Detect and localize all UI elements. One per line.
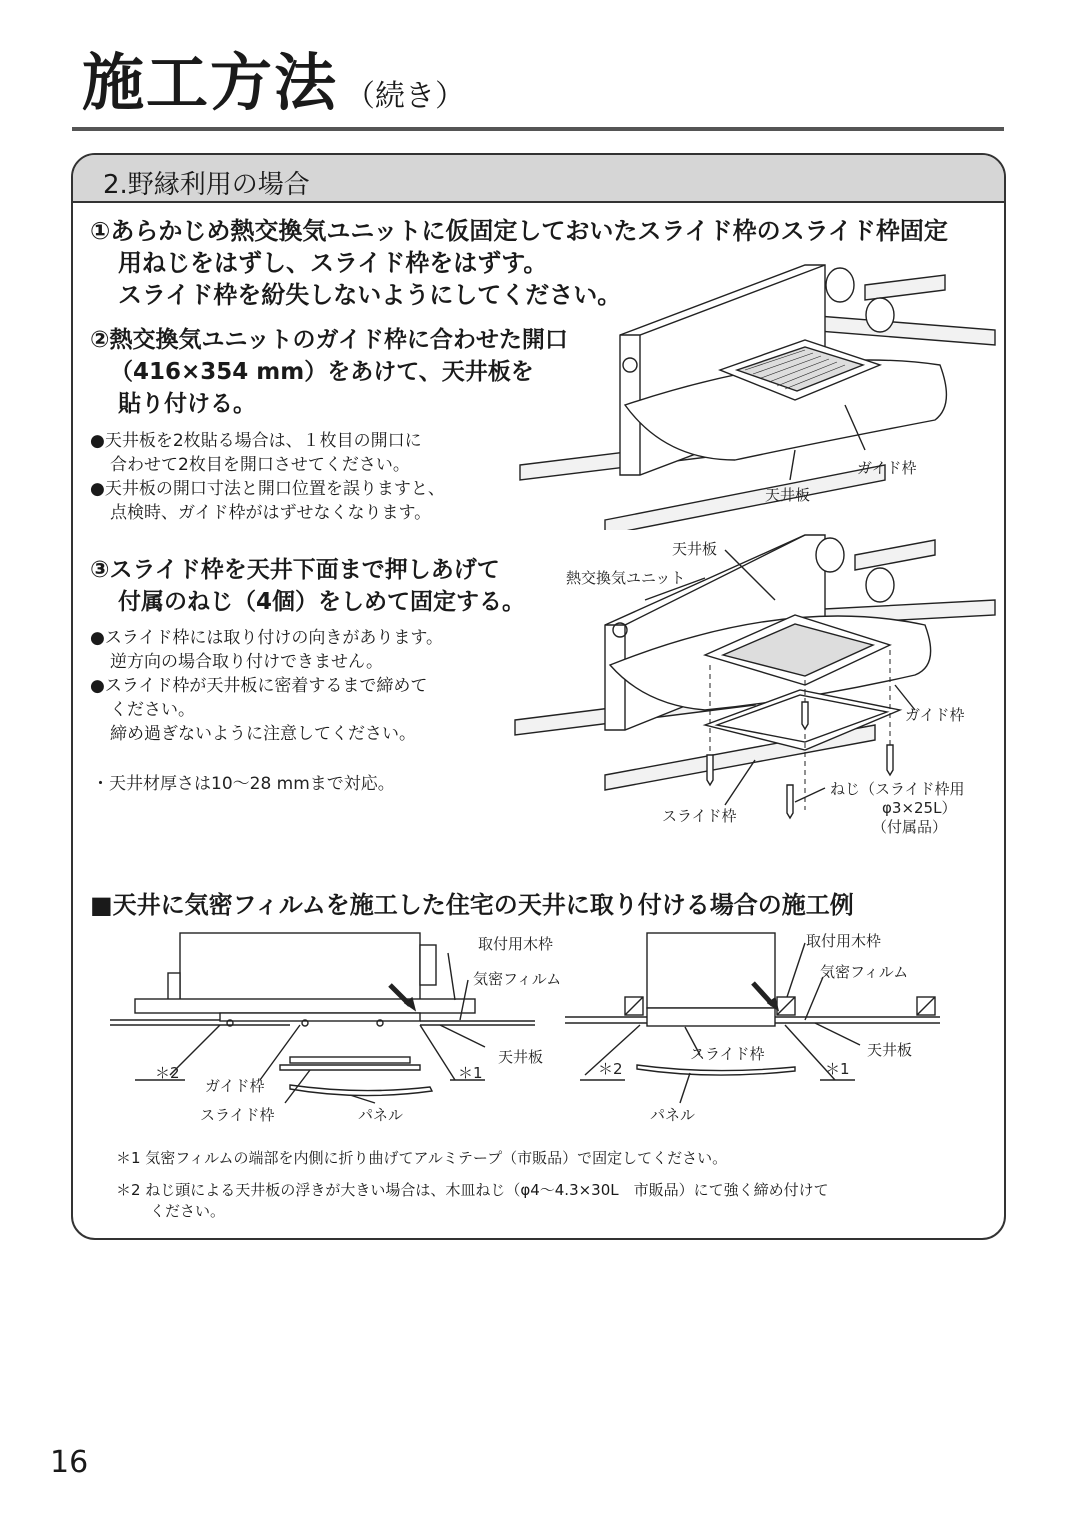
step-3-note-1a: ●スライド枠には取り付けの向きがあります。 bbox=[90, 628, 443, 648]
fig2-screw-line-3: （付属品） bbox=[872, 818, 948, 836]
footnote-2-line-1: ＊2 ねじ頭による天井板の浮きが大きい場合は、木皿ねじ（φ4～4.3×30L 市販品）にて強く締め付けて bbox=[116, 1181, 829, 1199]
fig2-guide-label: ガイド枠 bbox=[905, 706, 965, 724]
step-3-note-2a: ●スライド枠が天井板に密着するまで締めて bbox=[90, 676, 428, 696]
step-3-line-1: ③スライド枠を天井下面まで押しあげて bbox=[90, 557, 500, 583]
footnote-2 bbox=[116, 1180, 829, 1222]
footnote-1: ＊1 気密フィルムの端部を内側に折り曲げてアルミテープ（市販品）で固定してください。 bbox=[116, 1149, 728, 1167]
left-star1-label: ＊1 bbox=[458, 1064, 483, 1082]
section-heading: 2.野縁利用の場合 bbox=[103, 170, 310, 200]
step-1-line-2: 用ねじをはずし、スライド枠をはずす。 bbox=[118, 249, 548, 277]
right-film-label: 気密フィルム bbox=[820, 963, 909, 981]
fig1-guide-label: ガイド枠 bbox=[857, 459, 917, 477]
airtight-section-title: ■天井に気密フィルムを施工した住宅の天井に取り付ける場合の施工例 bbox=[90, 891, 854, 919]
fig2-slide-label: スライド枠 bbox=[662, 807, 737, 825]
step-2-notes bbox=[90, 429, 445, 525]
left-ceiling-label: 天井板 bbox=[498, 1048, 544, 1066]
step-2-line-1: ②熱交換気ユニットのガイド枠に合わせた開口 bbox=[90, 327, 568, 353]
right-ceiling-label: 天井板 bbox=[867, 1041, 913, 1059]
right-slide-label: スライド枠 bbox=[690, 1045, 765, 1063]
step-2-note-2b: 点検時、ガイド枠がはずせなくなります。 bbox=[110, 503, 432, 523]
step-2-note-1b: 合わせて2枚目を開口させてください。 bbox=[110, 455, 410, 475]
step-2-note-2a: ●天井板の開口寸法と開口位置を誤りますと、 bbox=[90, 479, 445, 499]
right-star1-label: ＊1 bbox=[825, 1060, 850, 1078]
figure-unit-ceiling-board bbox=[505, 255, 1005, 530]
page-title: 施工方法 bbox=[82, 46, 339, 119]
step-3-notes bbox=[90, 626, 443, 746]
right-panel-label: パネル bbox=[650, 1106, 696, 1124]
step-1-line-3: スライド枠を紛失しないようにしてください。 bbox=[118, 281, 622, 309]
footnote-2-line-2: ください。 bbox=[150, 1202, 226, 1220]
step-3-note-1b: 逆方向の場合取り付けできません。 bbox=[110, 652, 384, 672]
step-3-line-2: 付属のねじ（4個）をしめて固定する。 bbox=[118, 589, 526, 615]
title-rule bbox=[72, 127, 1004, 131]
step-1-line-1: ①あらかじめ熱交換気ユニットに仮固定しておいたスライド枠のスライド枠固定 bbox=[90, 217, 948, 245]
fig2-ceiling-label: 天井板 bbox=[672, 540, 718, 558]
right-wood-label: 取付用木枠 bbox=[806, 932, 882, 950]
step-2 bbox=[90, 324, 568, 420]
thickness-note: ・天井材厚さは10～28 mmまで対応。 bbox=[92, 774, 395, 794]
left-guide-label: ガイド枠 bbox=[205, 1077, 265, 1095]
step-2-line-3: 貼り付ける。 bbox=[118, 391, 256, 417]
fig2-screw-line-1: ねじ（スライド枠用 bbox=[830, 780, 965, 798]
fig1-ceiling-label: 天井板 bbox=[765, 486, 811, 504]
fig2-unit-label: 熱交換気ユニット bbox=[566, 569, 686, 587]
page-number: 16 bbox=[50, 1445, 89, 1480]
fig2-screw-line-2: φ3×25L） bbox=[882, 799, 957, 817]
right-star2-label: ＊2 bbox=[598, 1060, 623, 1078]
step-3-note-2b: ください。 bbox=[110, 700, 195, 720]
left-film-label: 気密フィルム bbox=[473, 970, 562, 988]
step-3-note-2c: 締め過ぎないように注意してください。 bbox=[110, 724, 416, 744]
fig2-screw-label bbox=[830, 780, 965, 837]
step-2-note-1a: ●天井板を2枚貼る場合は、１枚目の開口に bbox=[90, 431, 422, 451]
page-subtitle: （続き） bbox=[345, 79, 465, 114]
step-2-line-2: （416×354 mm）をあけて、天井板を bbox=[110, 359, 534, 385]
section-header bbox=[73, 155, 1004, 203]
left-slide-label: スライド枠 bbox=[200, 1106, 275, 1124]
left-panel-label: パネル bbox=[358, 1106, 404, 1124]
left-star2-label: ＊2 bbox=[155, 1064, 180, 1082]
left-wood-label: 取付用木枠 bbox=[478, 935, 554, 953]
step-3 bbox=[90, 554, 525, 618]
